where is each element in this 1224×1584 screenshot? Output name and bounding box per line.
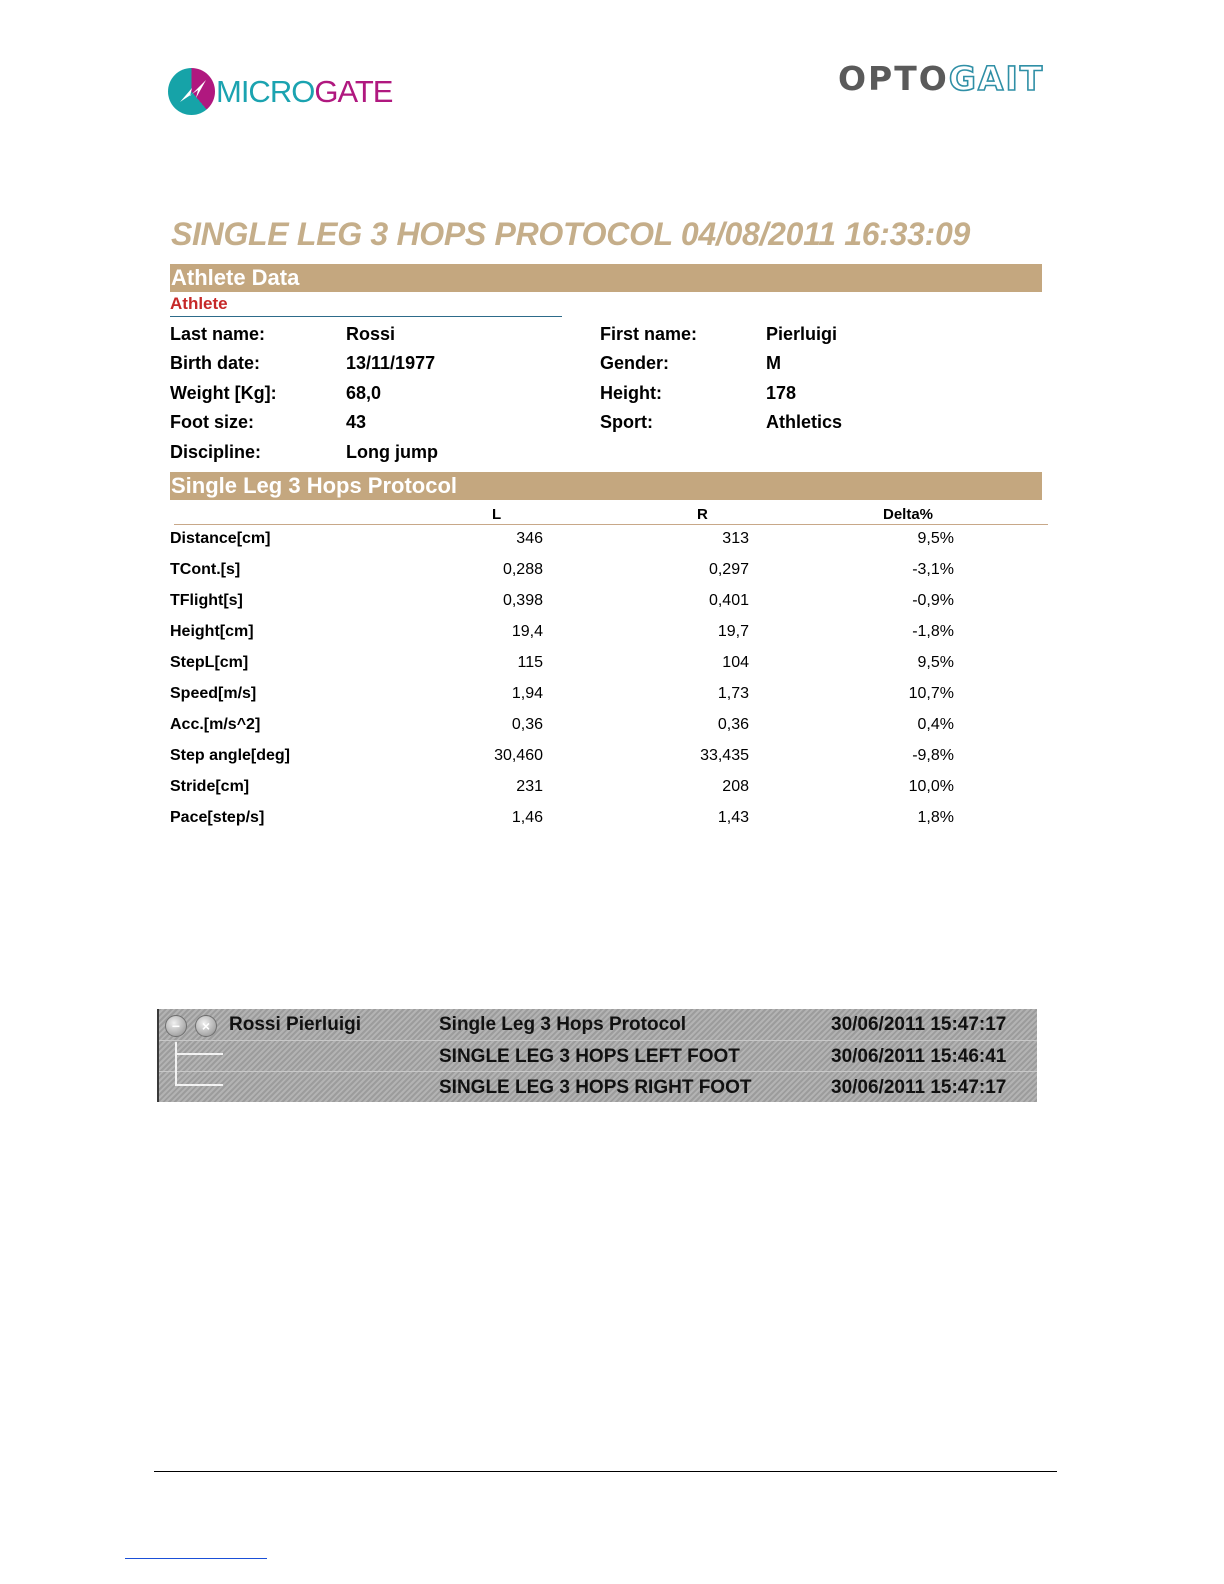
test-name: SINGLE LEG 3 HOPS LEFT FOOT — [439, 1046, 740, 1067]
tree-connector-branch — [175, 1084, 223, 1086]
table-cell-right-value: 33,435 — [700, 747, 749, 764]
birth-date-label: Birth date: — [170, 353, 260, 373]
foot-size-label: Foot size: — [170, 412, 254, 432]
column-header-r: R — [697, 506, 708, 523]
table-cell-delta-value: 9,5% — [917, 530, 954, 547]
test-tree-panel — [157, 1009, 1037, 1102]
last-name-value: Rossi — [346, 324, 396, 344]
height-value: 178 — [766, 383, 797, 403]
table-cell-left-value: 0,288 — [502, 561, 543, 578]
tree-row-right-foot[interactable] — [159, 1071, 1037, 1103]
table-cell-left-value: 1,94 — [511, 685, 543, 702]
table-cell-delta-value: 10,0% — [908, 778, 954, 795]
table-cell-right-value: 208 — [722, 778, 749, 795]
microgate-wordmark: MICROGATE — [216, 74, 393, 109]
column-header-l: L — [492, 506, 502, 523]
table-row-label: Height[cm] — [170, 623, 254, 640]
footer-divider — [154, 1471, 1057, 1472]
last-name-label: Last name: — [170, 324, 266, 344]
sport-value: Athletics — [766, 412, 843, 432]
gender-label: Gender: — [600, 353, 670, 373]
table-row-label: TCont.[s] — [170, 561, 241, 578]
tree-connector-branch — [175, 1053, 223, 1055]
optogait-logo: OPTOGAIT — [838, 59, 1045, 98]
table-cell-left-value: 346 — [516, 530, 543, 547]
athlete-data-heading: Athlete Data — [170, 264, 1042, 292]
athlete-subheading: Athlete — [170, 294, 228, 313]
table-cell-delta-value: 9,5% — [917, 654, 954, 671]
table-row-label: Step angle[deg] — [170, 747, 291, 764]
microgate-arrow-icon — [178, 76, 208, 106]
table-row-label: Stride[cm] — [170, 778, 250, 795]
table-cell-delta-value: 0,4% — [917, 716, 954, 733]
table-row-label: Pace[step/s] — [170, 809, 265, 826]
microgate-logo — [168, 66, 398, 118]
first-name-value: Pierluigi — [766, 324, 838, 344]
discipline-label: Discipline: — [170, 442, 262, 462]
athlete-name: Rossi Pierluigi — [229, 1014, 361, 1035]
weight-label: Weight [Kg]: — [170, 383, 277, 403]
table-header-divider — [174, 524, 1048, 525]
table-cell-right-value: 1,43 — [717, 809, 749, 826]
column-header-delta: Delta% — [883, 506, 934, 523]
table-cell-right-value: 1,73 — [717, 685, 749, 702]
discipline-value: Long jump — [346, 442, 438, 462]
table-cell-left-value: 30,460 — [494, 747, 543, 764]
table-cell-left-value: 1,46 — [511, 809, 543, 826]
report-title: SINGLE LEG 3 HOPS PROTOCOL 04/08/2011 16:33:09 — [171, 216, 970, 252]
table-cell-right-value: 0,297 — [708, 561, 749, 578]
tree-row-left-foot[interactable] — [159, 1040, 1037, 1072]
table-row-label: TFlight[s] — [170, 592, 243, 609]
footer-link-underline — [125, 1558, 267, 1559]
table-cell-right-value: 0,401 — [708, 592, 749, 609]
foot-size-value: 43 — [346, 412, 367, 432]
test-name: Single Leg 3 Hops Protocol — [439, 1014, 687, 1035]
table-cell-delta-value: 10,7% — [908, 685, 954, 702]
test-datetime: 30/06/2011 15:47:17 — [831, 1014, 1007, 1035]
table-row-label: Distance[cm] — [170, 530, 271, 547]
table-cell-delta-value: -3,1% — [912, 561, 954, 578]
table-cell-delta-value: 1,8% — [917, 809, 954, 826]
table-cell-left-value: 0,36 — [511, 716, 543, 733]
table-cell-right-value: 19,7 — [717, 623, 749, 640]
close-circle-icon[interactable]: × — [195, 1015, 217, 1037]
table-cell-delta-value: -1,8% — [912, 623, 954, 640]
protocol-heading: Single Leg 3 Hops Protocol — [170, 472, 1042, 500]
table-cell-delta-value: -0,9% — [912, 592, 954, 609]
table-cell-left-value: 0,398 — [502, 592, 543, 609]
athlete-divider — [170, 316, 562, 317]
gender-value: M — [766, 353, 781, 373]
test-datetime: 30/06/2011 15:47:17 — [831, 1077, 1007, 1098]
minus-circle-icon[interactable]: − — [165, 1015, 187, 1037]
sport-label: Sport: — [600, 412, 653, 432]
table-row-label: Acc.[m/s^2] — [170, 716, 261, 733]
weight-value: 68,0 — [346, 383, 382, 403]
first-name-label: First name: — [600, 324, 698, 344]
table-row-label: Speed[m/s] — [170, 685, 257, 702]
test-name: SINGLE LEG 3 HOPS RIGHT FOOT — [439, 1077, 752, 1098]
table-cell-left-value: 115 — [517, 654, 543, 671]
table-cell-right-value: 313 — [722, 530, 749, 547]
height-label: Height: — [600, 383, 662, 403]
tree-row-protocol[interactable] — [159, 1009, 1037, 1040]
table-cell-left-value: 19,4 — [511, 623, 543, 640]
birth-date-value: 13/11/1977 — [346, 353, 436, 373]
table-row-label: StepL[cm] — [170, 654, 249, 671]
table-cell-right-value: 0,36 — [717, 716, 749, 733]
table-cell-right-value: 104 — [722, 654, 749, 671]
tree-connector-vertical — [175, 1042, 177, 1086]
test-datetime: 30/06/2011 15:46:41 — [831, 1046, 1007, 1067]
table-cell-left-value: 231 — [516, 778, 543, 795]
table-cell-delta-value: -9,8% — [912, 747, 954, 764]
